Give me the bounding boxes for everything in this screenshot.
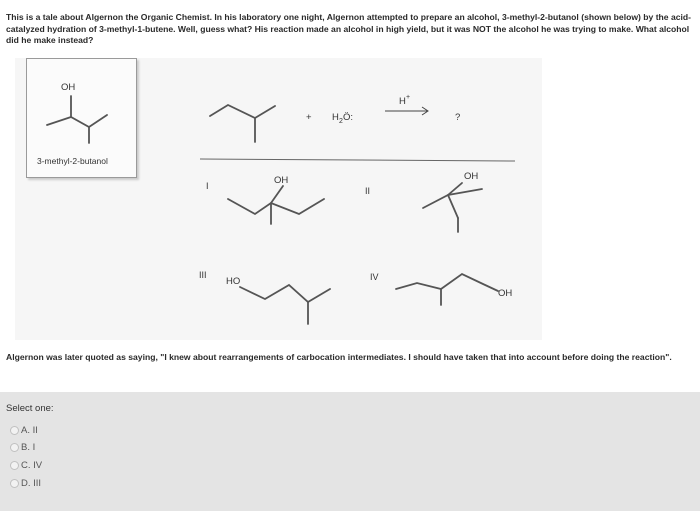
choice-i-structure [228, 186, 324, 224]
followup-text: Algernon was later quoted as saying, "I knew about rearrangements of carbocation intermediates. I should have taken that into account before doing the reaction". [6, 352, 672, 362]
product-question-mark: ? [455, 112, 461, 123]
option-b[interactable] [10, 438, 130, 456]
plus-sign: + [306, 112, 312, 123]
option-a-label[interactable]: A. II [21, 424, 38, 436]
water-formula [332, 112, 353, 125]
option-c[interactable] [10, 456, 130, 474]
choice-ii-numeral: II [365, 186, 371, 196]
choice-ii-structure [423, 183, 482, 232]
choice-iv-oh-label: OH [498, 288, 513, 299]
divider-line [200, 159, 515, 161]
option-b-radio[interactable] [10, 443, 19, 452]
catalyst-h: H [399, 96, 406, 107]
question-text: This is a tale about Algernon the Organic Chemist. In his laboratory one night, Algernon attempted to prepare an alcohol, 3-methyl-2-butanol (shown below) by the acid-catalyzed hydration of 3-methyl-1-butene. Well, guess what? His reaction made an alcohol in high yield, but it was NOT the alcohol he was trying to make. What alcohol did he make instead? [6, 12, 692, 45]
choice-i-oh-label: OH [274, 175, 289, 186]
svg-text:2: 2 [339, 118, 343, 125]
option-a-radio[interactable] [10, 426, 19, 435]
option-c-label[interactable]: C. IV [21, 459, 43, 471]
option-d-label[interactable]: D. III [21, 477, 42, 489]
choice-ii-oh-label: OH [464, 171, 479, 182]
option-d-radio[interactable] [10, 479, 19, 488]
choice-i-numeral: I [206, 181, 209, 191]
catalyst-plus: + [406, 94, 411, 101]
choice-iii-numeral: III [199, 270, 207, 280]
choice-iii-structure [240, 285, 330, 324]
choice-iv-structure [396, 274, 498, 305]
option-c-radio[interactable] [10, 461, 19, 470]
option-d[interactable] [10, 474, 130, 492]
target-oh-label: OH [61, 82, 76, 93]
option-a[interactable] [10, 421, 130, 439]
choice-iv-numeral: IV [370, 272, 379, 282]
reactant-3-methyl-1-butene [210, 105, 275, 142]
target-compound-box [26, 58, 137, 178]
svg-text:Ö:: Ö: [343, 112, 354, 123]
target-compound-structure [27, 59, 136, 177]
select-one-label: Select one: [6, 403, 54, 414]
reaction-arrow [385, 107, 428, 115]
target-name-label: 3-methyl-2-butanol [37, 156, 108, 166]
svg-text:H: H [332, 112, 339, 123]
option-b-label[interactable]: B. I [21, 441, 36, 453]
choice-iii-ho-label: HO [226, 276, 241, 287]
